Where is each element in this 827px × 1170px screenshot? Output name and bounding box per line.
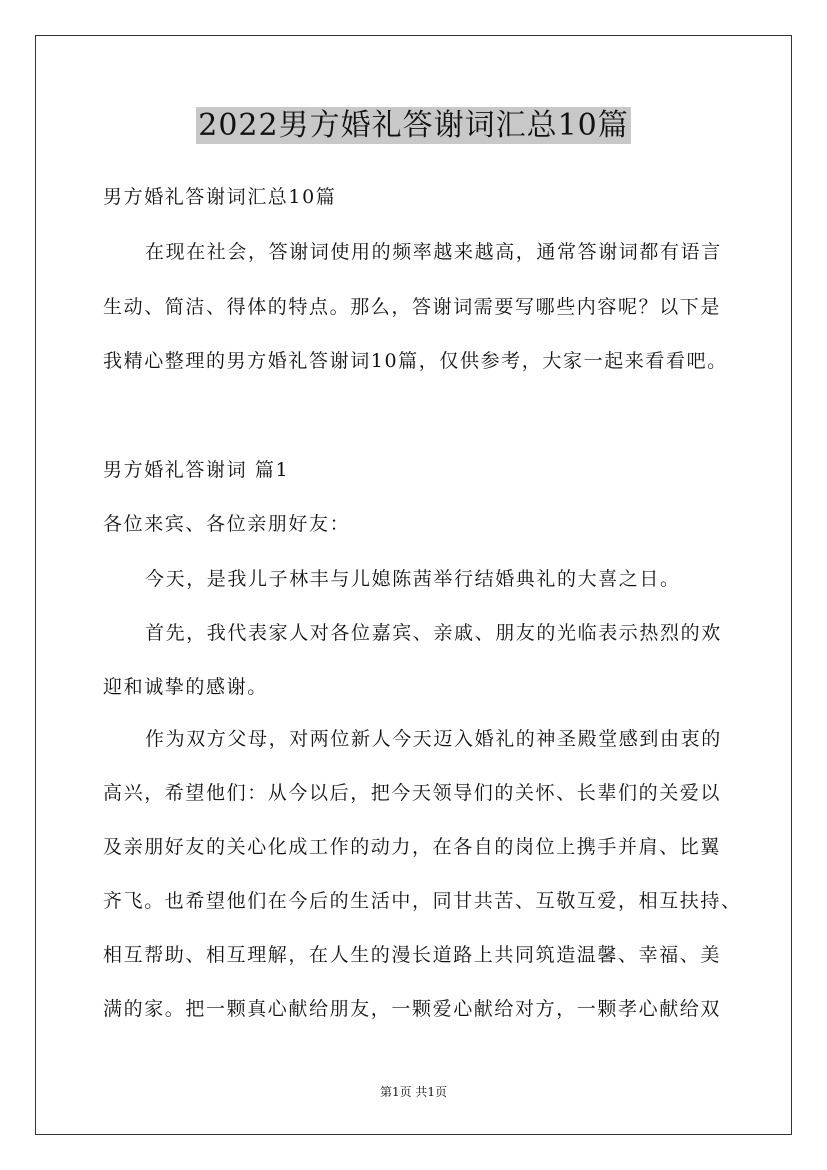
subtitle: 男方婚礼答谢词汇总10篇 [103,186,337,208]
section-heading: 男方婚礼答谢词 篇1 [103,459,290,481]
paragraph-3-line-1: 作为双方父母，对两位新人今天迈入婚礼的神圣殿堂感到由衷的 [145,728,722,750]
greeting: 各位来宾、各位亲朋好友： [103,513,351,535]
paragraph-3-line-4: 齐飞。也希望他们在今后的生活中，同甘共苦、互敬互爱，相互扶持、 [103,890,742,912]
intro-line-1: 在现在社会，答谢词使用的频率越来越高，通常答谢词都有语言 [145,241,722,263]
paragraph-2-line-1: 首先，我代表家人对各位嘉宾、亲戚、朋友的光临表示热烈的欢 [145,622,722,644]
paragraph-2-line-2: 迎和诚挚的感谢。 [103,676,268,698]
paragraph-1: 今天，是我儿子林丰与儿媳陈茜举行结婚典礼的大喜之日。 [145,568,681,590]
document-title-wrap [0,100,827,144]
page-footer: 第1页 共1页 [379,1085,448,1099]
paragraph-3-line-5: 相互帮助、相互理解，在人生的漫长道路上共同筑造温馨、幸福、美 [103,944,722,966]
document-title: 2022男方婚礼答谢词汇总10篇 [198,108,629,143]
intro-line-3: 我精心整理的男方婚礼答谢词10篇，仅供参考，大家一起来看看吧。 [103,350,728,372]
paragraph-3-line-3: 及亲朋好友的关心化成工作的动力，在各自的岗位上携手并肩、比翼 [103,836,722,858]
paragraph-3-line-6: 满的家。把一颗真心献给朋友，一颗爱心献给对方，一颗孝心献给双 [103,998,722,1020]
paragraph-3-line-2: 高兴，希望他们：从今以后，把今天领导们的关怀、长辈们的关爱以 [103,782,722,804]
intro-line-2: 生动、简洁、得体的特点。那么，答谢词需要写哪些内容呢？以下是 [103,296,722,318]
